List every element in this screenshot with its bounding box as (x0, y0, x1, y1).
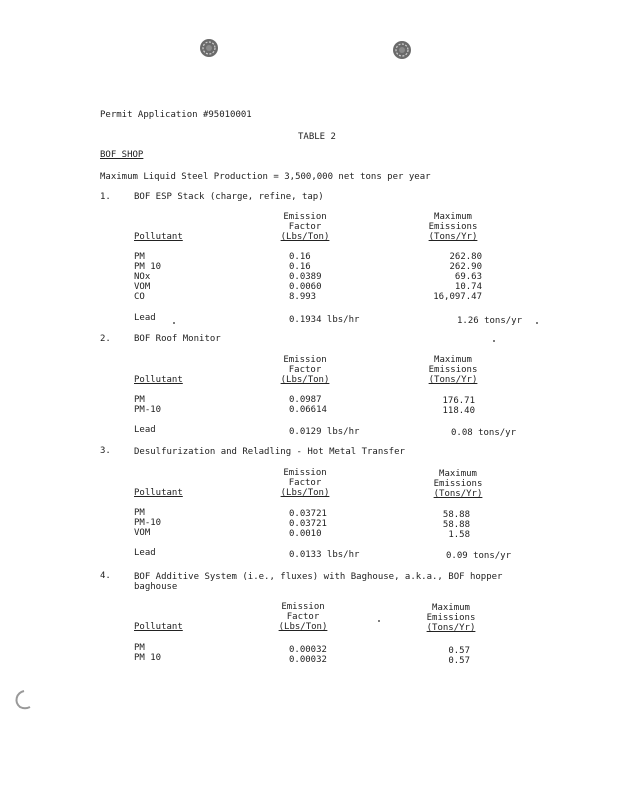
table-row-pollutant: PM-10 (134, 405, 162, 415)
table-row-max: 0.57 (448, 656, 470, 666)
pollutant-header: Pollutant (134, 232, 183, 242)
table-row-factor: 0.03721 (289, 509, 327, 519)
punch-hole-mark-right (392, 40, 412, 60)
max-header-line3: (Tons/Yr) (428, 232, 478, 242)
max-header-line2: Emissions (428, 365, 478, 375)
table-row-pollutant: VOM (134, 282, 151, 292)
table-row-factor: 0.00032 (289, 645, 327, 655)
factor-header-line1: Emission (283, 468, 327, 478)
lead-label: Lead (134, 425, 156, 435)
factor-header-line3: (Lbs/Ton) (280, 488, 330, 498)
table-row-pollutant: NOx (134, 272, 151, 282)
table-row-factor: 0.06614 (289, 405, 327, 415)
table-row-max: 58.88 (442, 520, 470, 530)
lead-label: Lead (134, 313, 156, 323)
max-header-line2: Emissions (428, 222, 478, 232)
table-row-factor: 0.16 (289, 252, 311, 262)
section-title: BOF Additive System (i.e., fluxes) with Baghouse, a.k.a., BOF hopper (134, 572, 503, 582)
section-number: 4. (100, 571, 111, 581)
factor-header-line1: Emission (281, 602, 325, 612)
table-row-factor: 0.00032 (289, 655, 327, 665)
speck-mark (378, 620, 380, 622)
scan-curl-mark (10, 688, 34, 712)
max-header-line3: (Tons/Yr) (426, 623, 476, 633)
table-row-pollutant: PM (134, 252, 145, 262)
table-row-max: 69.63 (454, 272, 482, 282)
table-row-factor: 0.03721 (289, 519, 327, 529)
max-header-line3: (Tons/Yr) (428, 375, 478, 385)
max-header-line1: Maximum (439, 469, 477, 479)
section-title-continued: baghouse (134, 582, 178, 592)
table-row-factor: 0.16 (289, 262, 311, 272)
factor-header-line2: Factor (286, 612, 320, 622)
factor-header-line1: Emission (283, 212, 327, 222)
section-number: 2. (100, 334, 111, 344)
table-row-pollutant: PM 10 (134, 653, 162, 663)
lead-max: 1.26 tons/yr (457, 316, 523, 326)
factor-header-line2: Factor (288, 478, 322, 488)
table-row-max: 0.57 (448, 646, 470, 656)
section-title: BOF ESP Stack (charge, refine, tap) (134, 192, 324, 202)
speck-mark (493, 340, 495, 342)
table-row-pollutant: PM (134, 508, 145, 518)
table-row-max: 262.80 (449, 252, 482, 262)
pollutant-header: Pollutant (134, 375, 183, 385)
max-header-line1: Maximum (434, 212, 472, 222)
lead-max: 0.08 tons/yr (451, 428, 517, 438)
production-statement: Maximum Liquid Steel Production = 3,500,000 net tons per year (100, 172, 431, 182)
table-row-factor: 8.993 (289, 292, 317, 302)
max-header-line1: Maximum (434, 355, 472, 365)
factor-header-line2: Factor (288, 222, 322, 232)
table-row-factor: 0.0987 (289, 395, 322, 405)
factor-header-line3: (Lbs/Ton) (280, 232, 330, 242)
lead-factor: 0.1934 lbs/hr (289, 315, 360, 325)
table-row-pollutant: VOM (134, 528, 151, 538)
section-title: BOF Roof Monitor (134, 334, 221, 344)
lead-factor: 0.0133 lbs/hr (289, 550, 360, 560)
table-row-factor: 0.0060 (289, 282, 322, 292)
table-row-factor: 0.0010 (289, 529, 322, 539)
pollutant-header: Pollutant (134, 622, 183, 632)
lead-factor: 0.0129 lbs/hr (289, 427, 360, 437)
factor-header-line3: (Lbs/Ton) (278, 622, 328, 632)
factor-header-line2: Factor (288, 365, 322, 375)
table-row-max: 10.74 (454, 282, 482, 292)
table-row-max: 262.90 (449, 262, 482, 272)
table-row-pollutant: PM-10 (134, 518, 162, 528)
table-row-max: 1.58 (448, 530, 470, 540)
factor-header-line3: (Lbs/Ton) (280, 375, 330, 385)
table-row-max: 16,097.47 (433, 292, 482, 302)
max-header-line2: Emissions (426, 613, 476, 623)
permit-number: Permit Application #95010001 (100, 110, 252, 120)
factor-header-line1: Emission (283, 355, 327, 365)
lead-label: Lead (134, 548, 156, 558)
section-number: 3. (100, 446, 111, 456)
section-number: 1. (100, 192, 111, 202)
table-row-max: 58.88 (442, 510, 470, 520)
speck-mark (173, 322, 175, 324)
shop-heading: BOF SHOP (100, 150, 144, 160)
speck-mark (536, 322, 538, 324)
table-row-pollutant: PM (134, 643, 145, 653)
table-row-max: 176.71 (442, 396, 475, 406)
pollutant-header: Pollutant (134, 488, 183, 498)
section-title: Desulfurization and Reladling - Hot Metal Transfer (134, 447, 405, 457)
lead-max: 0.09 tons/yr (446, 551, 512, 561)
table-row-pollutant: PM 10 (134, 262, 162, 272)
max-header-line2: Emissions (433, 479, 483, 489)
table-row-factor: 0.0389 (289, 272, 322, 282)
max-header-line3: (Tons/Yr) (433, 489, 483, 499)
max-header-line1: Maximum (432, 603, 470, 613)
table-title: TABLE 2 (298, 132, 336, 142)
table-row-max: 118.40 (442, 406, 475, 416)
table-row-pollutant: PM (134, 395, 145, 405)
table-row-pollutant: CO (134, 292, 145, 302)
punch-hole-mark-left (199, 38, 219, 58)
